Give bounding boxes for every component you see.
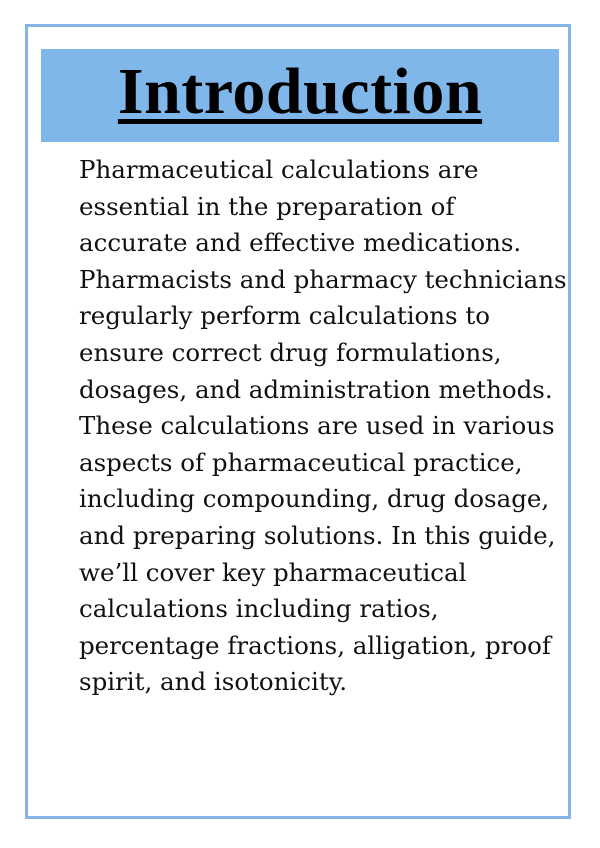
- page-title: Introduction: [117, 54, 483, 128]
- title-banner: [41, 49, 559, 142]
- intro-paragraph: Pharmaceutical calculations are essential in the preparation of accurate and effective medications. Pharmacists and pharmacy technicians regularly perform calculations to ensure correct drug formulations, dosages, and administration methods. These calculations are used in various aspects of pharmaceutical practice, including compounding, drug dosage, and preparing solutions. In this guide, we’ll cover key pharmaceutical calculations including ratios, percentage fractions, alligation, proof spirit, and isotonicity.: [79, 155, 567, 697]
